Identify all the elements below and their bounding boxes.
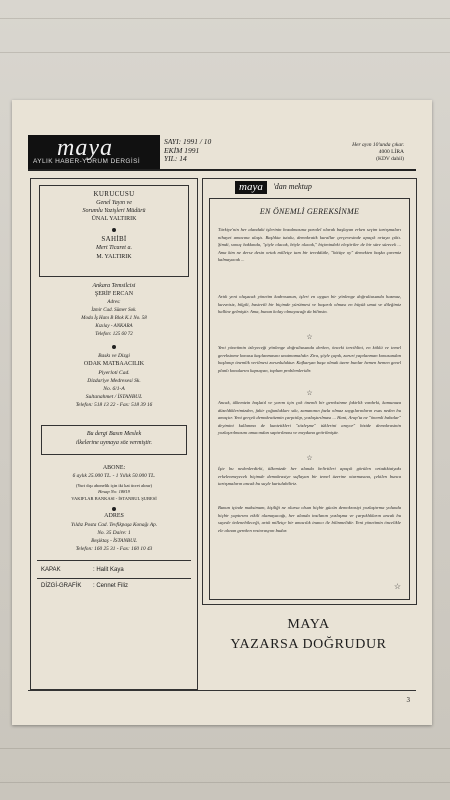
issue-date: EKİM 1991 [164, 145, 200, 155]
bank-name: VAKIFLAR BANKASI - İSTANBUL ŞUBESİ [71, 496, 157, 501]
editorial-column [202, 178, 417, 605]
page-number: 3 [406, 696, 410, 704]
slogan-line: YAZARSA DOĞRUDUR [230, 637, 387, 652]
printer-name: ODAK MATBAACILIK [83, 361, 145, 367]
star-divider-icon: ☆ [306, 454, 313, 462]
press-ethics-box [41, 425, 187, 455]
article-title: EN ÖNEMLİ GEREKSİNME [259, 207, 360, 216]
article-paragraph: Ancak, ülkemizin başlatıl ve yarım için çok önemli bir gereksinme fakirlik vardırki, kamunuza düzeldiklerimizden, fakir çoğunlukları sıkı, zamanının fazla olmaz saygılarınların esas neden bu amaçtır. Yeni gerçek demokratizmin çarpıtılıp, yozlaştırılması ... Hani, Arap'ta ne "önemli babalar" deyimini kullanma de kuntetikleri "sözleşme" tüklerini anıyor" bizide demokrasinin yozlaşırılmasını amacından saptırılması ve meydana getirilmiştir. [218, 400, 401, 435]
ankara-line: Kızılay - ANKARA [95, 324, 133, 329]
owner-name: M. YALTIRIK [96, 254, 132, 260]
address-line: Beşiktaş - İSTANBUL [91, 538, 137, 544]
editorial-tab-suffix: 'dan mektup [273, 182, 312, 191]
issue-info [164, 138, 211, 164]
maya-logo: maya [57, 135, 113, 161]
notice-line: Bu dergi Basın Meslek [86, 431, 142, 437]
article-paragraph: Bunun içinde maksimum, kişiliği ne olursa olsun hiçbir gücün demokrasiyi yozlaştırma yolunda hiçbir yaptırımı etkili olamayacağı, her alanda insilanın yozlaşma ve çarpıklıkların ancak bu suyede önlenebileceği, artık milletçe bir amacılık inancı ile bilinmelidir. Yeni yönetimin öncelikle ele alınan gereken restorasyon budur. [218, 505, 401, 533]
print-line: Dizdariye Medresesi Sk. [87, 378, 141, 384]
founder-box [39, 185, 189, 277]
slogan-block [202, 605, 415, 685]
bullet-dot [112, 507, 116, 511]
imprint-column [30, 178, 198, 690]
price-info [352, 142, 404, 163]
divider [37, 560, 191, 561]
subscription-price: 6 aylık 25.000 TL. - 1 Yıllık 50.000 TL. [72, 473, 156, 479]
subscription-note: (Yurt dışı abonelik için iki kat ücret alınır) [75, 483, 153, 488]
print-line: No. 6/1-A [103, 386, 125, 392]
price-vat: (KDV dahil) [376, 156, 404, 162]
header-rule [28, 169, 416, 171]
print-line: Piyerloti Cad. [98, 370, 130, 376]
bullet-dot [112, 345, 116, 349]
issue-number: SAYI: 1991 / 10 [164, 137, 212, 146]
subscription-title: ABONE: [102, 465, 126, 471]
ankara-phone: Telefon: 125 60 72 [95, 332, 133, 337]
ankara-title: Ankara Temsilcisi [92, 283, 136, 289]
cover-label: KAPAK [41, 567, 61, 573]
founder-title: KURUCUSU [93, 190, 135, 198]
masthead-subtitle: AYLIK HABER-YORUM DERGİSİ [33, 158, 141, 165]
notice-line: ilkelerine uymaya söz vermiştir. [76, 440, 152, 446]
divider [37, 578, 191, 579]
star-divider-icon: ☆ [306, 333, 313, 341]
issue-year: YIL: 14 [164, 154, 187, 163]
ankara-line: Adres: [107, 300, 121, 305]
print-line: Sultanahmet / İSTANBUL [85, 394, 143, 400]
price-frequency: Her ayın 10'unda çıkar. [352, 142, 404, 148]
owner-line: Mert Ticaret a. [96, 245, 132, 251]
editorial-box [209, 198, 410, 600]
slogan-line: MAYA [287, 617, 330, 632]
article-paragraph: Türkiye'nin her alandaki işlerinin bozulmasına paralel olarak başlayan erken seçim tartışmaları nihayet amacına ulaştı. Başlıkta tutulu, demokratik kurallar çerçevesinde apaçık ortaya çıktı. Şimdi, sonuç hakkında, "şöyle olacak, böyle olacak," biçimindeki eleştiriler de bir süre sürecek ... Ama kim ne derse desin ortak milletçe tam bir tereddütle, "kötüye oy" demekten başka çaremiz kalmayacak ... [218, 227, 401, 262]
ankara-line: İzmir Cad. Sümer Sok. [91, 308, 137, 313]
star-divider-icon: ☆ [306, 389, 313, 397]
founder-name: ÜNAL YALTIRIK [91, 216, 137, 222]
print-phone: Telefon: 518 13 22 - Fax: 518 39 16 [75, 402, 153, 408]
footer-rule [28, 690, 416, 691]
typesetting-label: DİZGİ-GRAFİK [41, 583, 82, 589]
print-line: Baskı ve Dizgi [98, 353, 130, 359]
typesetting-credit: : Cennet Filiz [93, 583, 129, 589]
address-phone: Telefon: 160 25 31 - Fax: 160 10 43 [75, 546, 153, 552]
founder-line: Sorumlu Yazişleri Müdürü [82, 208, 146, 214]
article-paragraph: Artık yeni oluşacak yönetim kadrosunun, işleri en uygun bir yönlenge doğrultusunda hazmaz, kuvvetsiz, bilgili, basiretli bir biçimde yürütmesi ve başarılı olması en büyük umut ve dileğimiz halline gelmiştir. Ama, bunun kolay olmayacağı da bilinsin. [218, 294, 401, 314]
magazine-page [12, 100, 432, 725]
cover-credit: : Halit Kaya [93, 567, 124, 573]
bullet-dot [112, 228, 116, 232]
address-line: No. 35 Daire: 1 [97, 530, 131, 536]
owner-title: SAHİBİ [101, 235, 127, 243]
star-end-icon: ☆ [393, 582, 401, 591]
masthead [28, 135, 160, 169]
editorial-tab: maya [235, 181, 267, 194]
account-number: Hesap No: 18819 [98, 489, 130, 494]
founder-line: Genel Yayın ve [96, 200, 132, 206]
address-title: ADRES [104, 513, 124, 519]
ankara-line: Moda İş Hanı B Blok K.1 No. 58 [81, 316, 147, 321]
price-amount: 4000 LİRA [378, 149, 404, 155]
address-line: Yıldız Posta Cad. Tevfikpaşa Konağı Ap. [70, 522, 158, 528]
article-paragraph: İşte bu nedenlerdirki, ülkemizde her alanda belirtileri apaçık görülen ortadıktaiyakı erkelenmeyecek biçimde demokrasiye suflayan bir temel üzerine oturmasına, çekilen bunca tartışmaların ancak bu suyle kurtulabiliriz. [218, 466, 401, 486]
ankara-name: ŞERİF ERCAN [94, 291, 134, 297]
article-paragraph: Yeni yönetimin izleyeceği yönlenge doğrultusunda derken, önceki tercihlini, en köklü ve temel gereksinme konusu kaşılanmasını unutmamalıdır. Zira, şöyle çapık, zaruri yapılanman konusundan başlanıp önemlik verilmesi zorunluluktur. Kafkarşan başa olmak üzere bunlar hemen hemen genel planlı konularını kapsayan, toplum problemleridir. [218, 345, 401, 373]
